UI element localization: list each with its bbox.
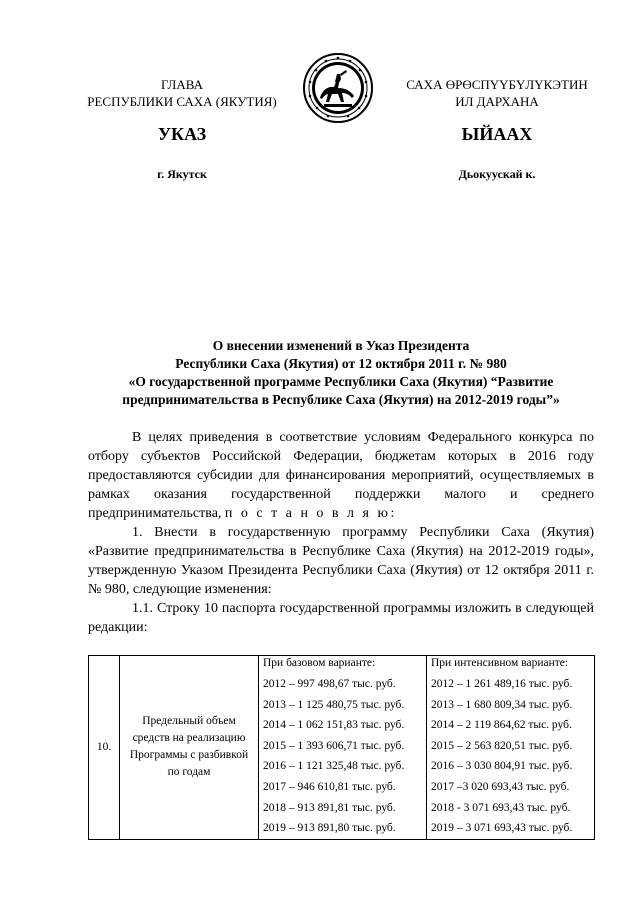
paragraph-preamble [88,428,594,523]
city-right: Дьокуускай к. [458,167,536,181]
header-left-line1: ГЛАВА [161,77,203,92]
base-variant-line: 2012 – 997 498,67 тыс. руб. [263,678,396,690]
document-kind-right: ЫЙААХ [461,124,533,144]
intensive-variant-heading: При интенсивном варианте: [431,657,569,669]
header-right [382,76,612,110]
intensive-variant-line: 2012 – 1 261 489,16 тыс. руб. [431,678,573,690]
title-line: предпринимательства в Республике Саха (Якутия) на 2012-2019 годы”» [122,392,560,407]
base-variant-line: 2015 – 1 393 606,71 тыс. руб. [263,739,405,752]
intensive-variant-line: 2019 – 3 071 693,43 тыс. руб. [431,822,573,835]
document-kind-left: УКАЗ [157,124,207,144]
header-right-line2: ИЛ ДАРХАНА [455,94,539,109]
header-left-line2: РЕСПУБЛИКИ САХА (ЯКУТИЯ) [87,94,277,109]
preamble-text: В целях приведения в соответствие условиям Федерального конкурса по отбору субъектов Российской Федерации, бюджетам которых в 2016 году предоставляются субсидии для финансирования мероприятий, осуществляемых в рамках оказания государственной поддержки малого и среднего предпринимательства, [88,430,594,521]
intensive-variant-line: 2018 - 3 071 693,43 тыс. руб. [431,801,571,814]
intensive-variant-line: 2015 – 2 563 820,51 тыс. руб. [431,739,573,752]
base-variant-line: 2016 – 1 121 325,48 тыс. руб. [263,760,405,773]
republic-emblem-icon [302,52,374,124]
preamble-end: : [390,506,395,521]
document-body [88,428,594,637]
intensive-variant-cell [427,656,595,840]
row-number-cell: 10. [89,656,120,840]
table-row [89,656,595,840]
intensive-variant-line: 2017 –3 020 693,43 тыс. руб. [431,780,570,793]
intensive-variant-line: 2014 – 2 119 864,62 тыс. руб. [431,719,572,732]
decree-word: п о с т а н о в л я ю [224,506,391,521]
base-variant-line: 2013 – 1 125 480,75 тыс. руб. [263,698,405,711]
document-title [86,337,596,409]
base-variant-line: 2014 – 1 062 151,83 тыс. руб. [263,719,405,732]
paragraph-item-1: 1. Внести в государственную программу Республики Саха (Якутия) «Развитие предпринимательства в Республике Саха (Якутия) на 2012-2019 годы», утвержденную Указом Президента Республики Саха (Якутия) от 12 октября 2011 г. № 980, следующие изменения: [88,525,594,597]
base-variant-cell [259,656,427,840]
base-variant-heading: При базовом варианте: [263,657,376,669]
base-variant-line: 2019 – 913 891,80 тыс. руб. [263,822,396,835]
header-left [62,76,302,110]
base-variant-line: 2018 – 913 891,81 тыс. руб. [263,801,396,814]
header-right-line1: САХА ӨРӨСПҮҮБҮЛҮКЭТИН [406,77,588,92]
title-line: Республики Саха (Якутия) от 12 октября 2011 г. № 980 [175,356,507,371]
intensive-variant-line: 2016 – 3 030 804,91 тыс. руб. [431,760,573,773]
base-variant-line: 2017 – 946 610,81 тыс. руб. [263,780,396,793]
city-left: г. Якутск [157,167,207,181]
intensive-variant-line: 2013 – 1 680 809,34 тыс. руб. [431,698,573,711]
title-line: О внесении изменений в Указ Президента [212,338,470,353]
paragraph-item-1-1: 1.1. Строку 10 паспорта государственной программы изложить в следующей редакции: [88,601,594,635]
passport-table [88,655,595,840]
row-label-cell: Предельный объем средств на реализацию Программы с разбивкой по годам [120,656,259,840]
title-line: «О государственной программе Республики Саха (Якутия) “Развитие [128,374,554,389]
